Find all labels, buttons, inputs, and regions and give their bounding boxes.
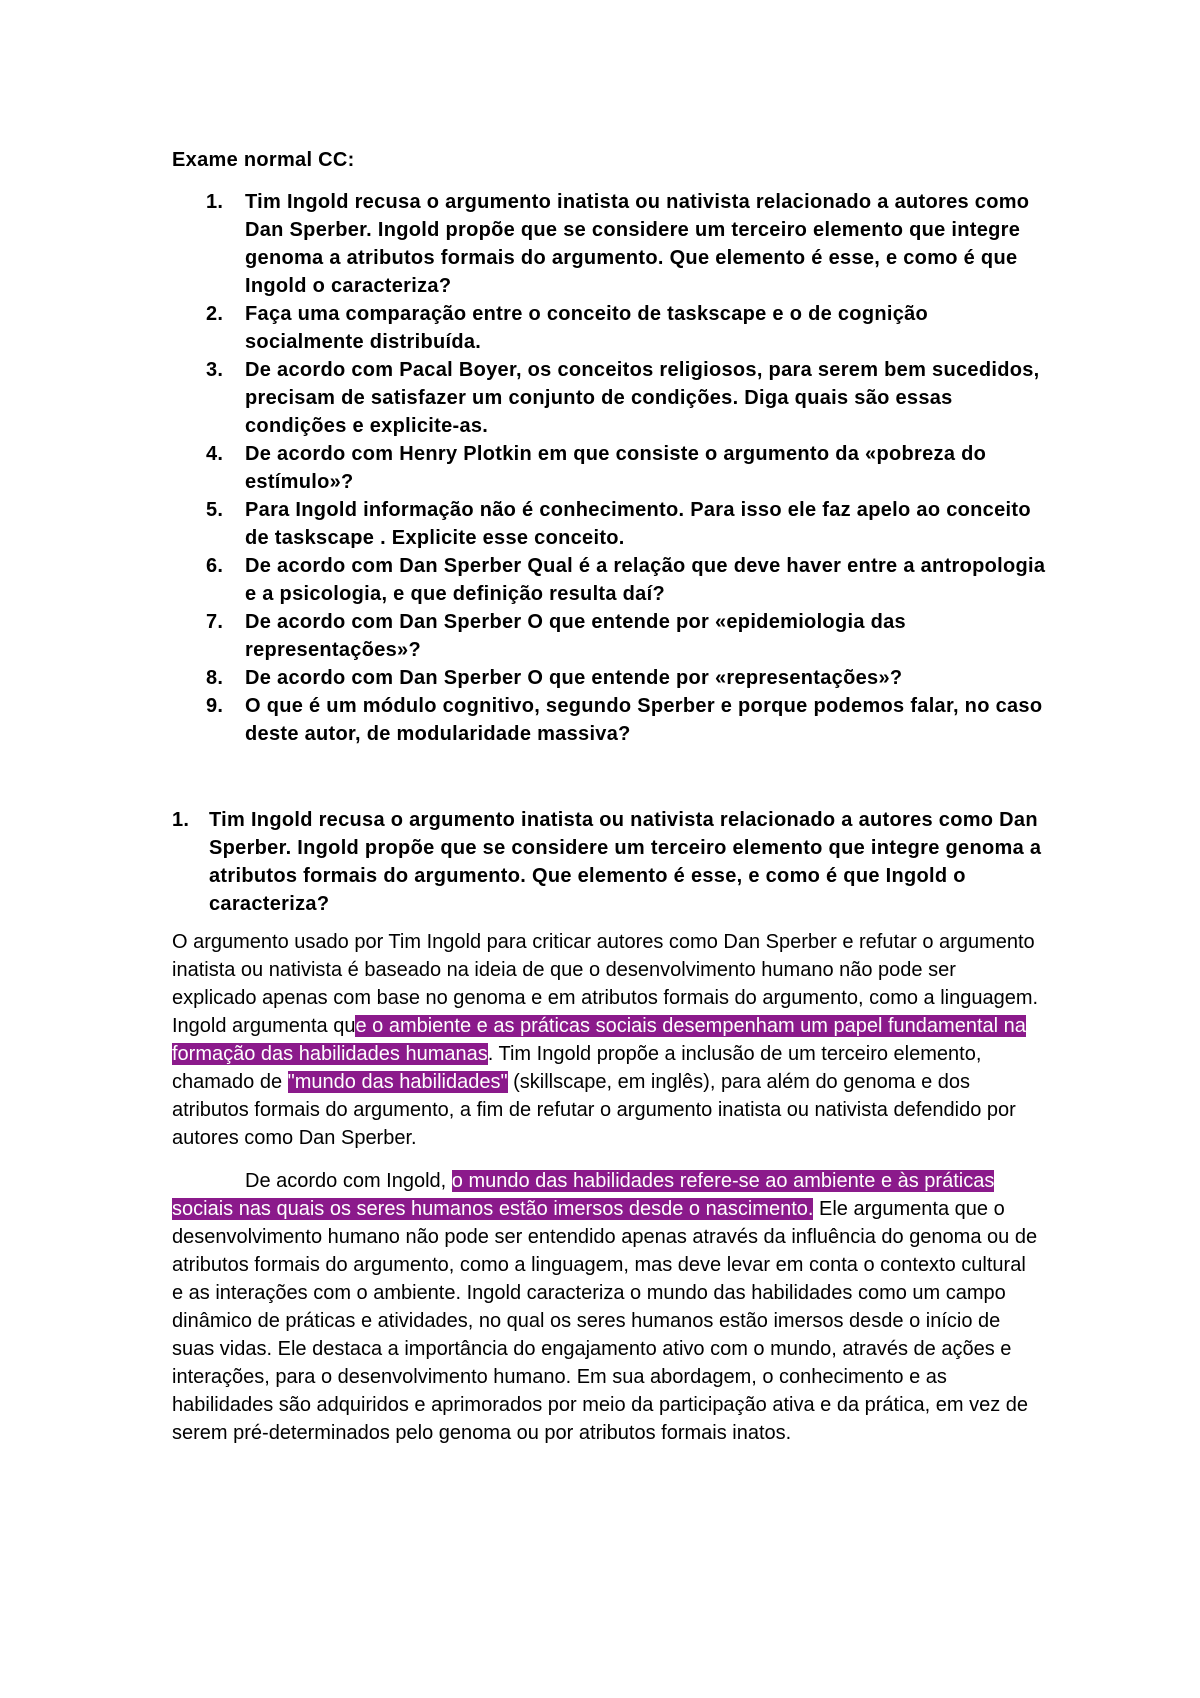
question-item [172, 608, 1052, 664]
question-item [172, 496, 1052, 552]
question-item [172, 692, 1052, 748]
paragraph-text: O argumento usado por Tim Ingold para criticar autores como Dan Sperber e refutar o argumento inatista ou nativista é baseado na ideia de que o desenvolvimento humano não pode ser explicado apenas com base no genoma e em atributos formais do argumento, como a linguagem. Ingold argumenta qu [172, 931, 1039, 1037]
question-text: De acordo com Dan Sperber O que entende por «epidemiologia das representações»? [245, 611, 906, 661]
question-number: 7. [206, 611, 224, 633]
question-number: 1. [206, 191, 224, 213]
question-number: 8. [206, 667, 224, 689]
question-text: O que é um módulo cognitivo, segundo Sperber e porque podemos falar, no caso deste autor, de modularidade massiva? [245, 695, 1043, 745]
answer-heading-text: Tim Ingold recusa o argumento inatista ou nativista relacionado a autores como Dan Sperber. Ingold propõe que se considere um terceiro elemento que integre genoma a atributos formais do argumento. Que elemento é esse, e como é que Ingold o caracteriza? [209, 809, 1042, 915]
question-number: 3. [206, 359, 224, 381]
question-number: 6. [206, 555, 224, 577]
highlighted-text: o mundo das habilidades refere-se ao ambiente e às práticas sociais nas quais os seres humanos estão imersos desde o nascimento. [172, 1170, 995, 1220]
question-number: 5. [206, 499, 224, 521]
paragraph-text: . Tim Ingold propõe a inclusão de um terceiro elemento, chamado de [172, 1043, 982, 1093]
question-item [172, 356, 1052, 440]
answer-paragraph-1 [172, 928, 1042, 1152]
question-text: Para Ingold informação não é conhecimento. Para isso ele faz apelo ao conceito de taskscape . Explicite esse conceito. [245, 499, 1031, 549]
answer-heading-number: 1. [172, 809, 190, 831]
highlighted-text: "mundo das habilidades" [287, 1071, 508, 1093]
question-text: De acordo com Pacal Boyer, os conceitos religiosos, para serem bem sucedidos, precisam de satisfazer um conjunto de condições. Diga quais são essas condições e explicite-as. [245, 359, 1040, 437]
paragraph-text: Ele argumenta que o desenvolvimento humano não pode ser entendido apenas através da influência do genoma ou de atributos formais do argumento, como a linguagem, mas deve levar em conta o contexto cultural e as interações com o ambiente. Ingold caracteriza o mundo das habilidades como um campo dinâmico de práticas e atividades, no qual os seres humanos estão imersos desde o início de suas vidas. Ele destaca a importância do engajamento ativo com o mundo, através de ações e interações, para o desenvolvimento humano. Em sua abordagem, o conhecimento e as habilidades são adquiridos e aprimorados por meio da participação ativa e da prática, em vez de serem pré-determinados pelo genoma ou por atributos formais inatos. [172, 1198, 1038, 1444]
highlighted-text: e o ambiente e as práticas sociais desempenham um papel fundamental na formação das habilidades humanas [172, 1015, 1026, 1065]
answer-heading [172, 806, 1052, 918]
question-text: Faça uma comparação entre o conceito de taskscape e o de cognição socialmente distribuída. [245, 303, 929, 353]
paragraph-text: De acordo com Ingold, [245, 1170, 452, 1192]
question-text: De acordo com Dan Sperber Qual é a relação que deve haver entre a antropologia e a psicologia, e que definição resulta daí? [245, 555, 1046, 605]
document-title: Exame normal CC: [172, 149, 355, 171]
question-number: 4. [206, 443, 224, 465]
paragraph-text: (skillscape, em inglês), para além do genoma e dos atributos formais do argumento, a fim de refutar o argumento inatista ou nativista defendido por autores como Dan Sperber. [172, 1071, 1016, 1149]
question-item [172, 300, 1052, 356]
question-text: De acordo com Dan Sperber O que entende por «representações»? [245, 667, 903, 689]
question-number: 9. [206, 695, 224, 717]
question-item [172, 440, 1052, 496]
question-item [172, 552, 1052, 608]
question-list [172, 188, 1052, 748]
question-text: Tim Ingold recusa o argumento inatista ou nativista relacionado a autores como Dan Sperber. Ingold propõe que se considere um terceiro elemento que integre genoma a atributos formais do argumento. Que elemento é esse, e como é que Ingold o caracteriza? [245, 191, 1030, 297]
question-item [172, 188, 1052, 300]
question-number: 2. [206, 303, 224, 325]
question-item [172, 664, 1052, 692]
answer-section [172, 806, 1052, 1447]
question-text: De acordo com Henry Plotkin em que consiste o argumento da «pobreza do estímulo»? [245, 443, 987, 493]
answer-paragraph-2 [172, 1167, 1042, 1447]
